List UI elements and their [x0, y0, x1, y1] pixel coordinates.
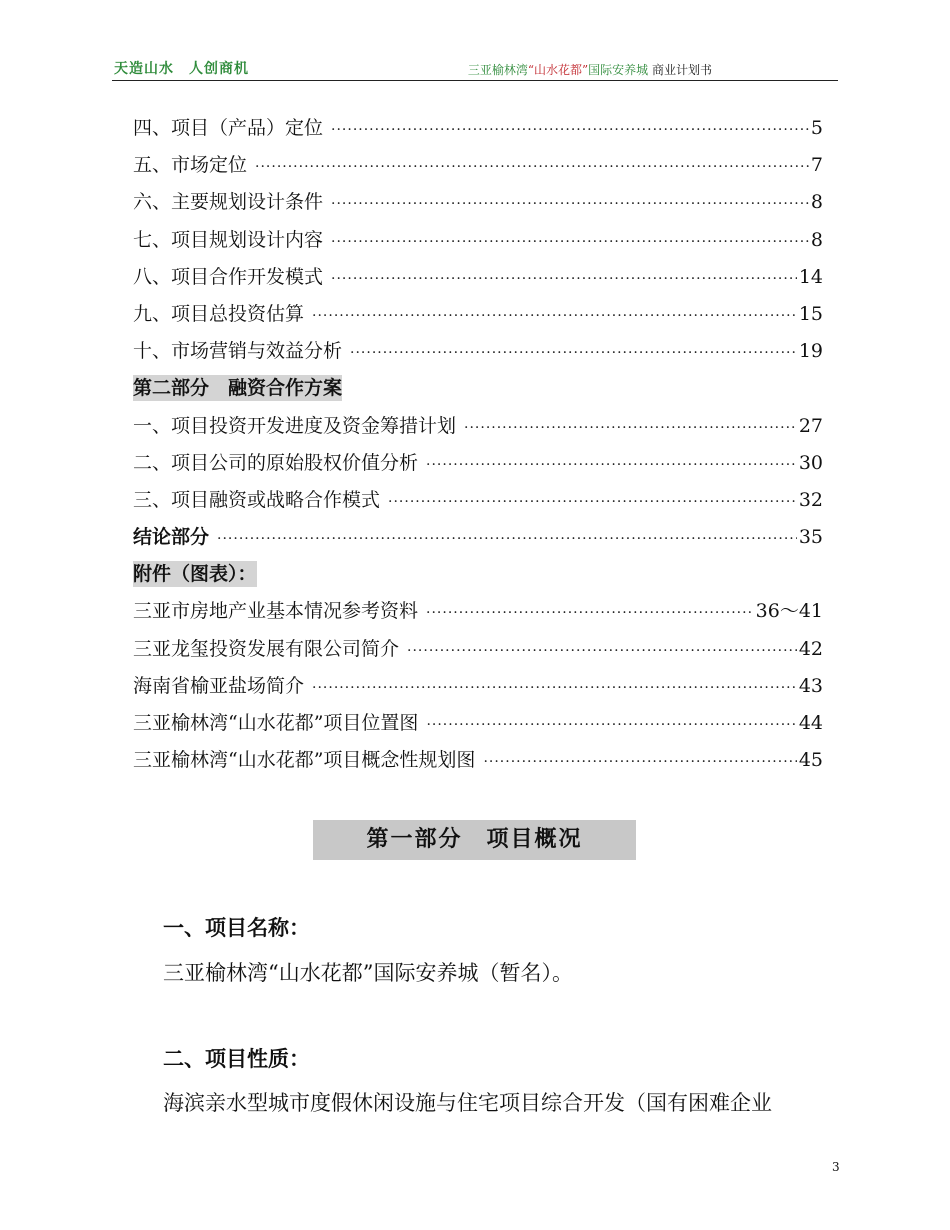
header-title-part2: “山水花都”: [527, 63, 589, 77]
toc-entry-page: 7: [810, 154, 823, 177]
toc-entry[interactable]: [133, 408, 823, 445]
table-of-contents: [133, 110, 823, 779]
toc-entry-title: 九、项目总投资估算: [133, 302, 305, 325]
toc-entry-title: 八、项目合作开发模式: [133, 265, 324, 288]
toc-section-heading[interactable]: [133, 370, 823, 407]
toc-leader-dots: [217, 521, 797, 558]
header-title-part3: 国际安养城: [588, 63, 649, 77]
toc-entry-page: 19: [798, 340, 823, 363]
toc-leader-dots: [331, 261, 797, 298]
toc-entry-page: 44: [798, 712, 823, 734]
section-text-project-nature: 海滨亲水型城市度假休闲设施与住宅项目综合开发（国有困难企业: [163, 1091, 772, 1115]
toc-entry-title: 结论部分: [133, 526, 210, 549]
header-title-part4: 商业计划书: [651, 63, 712, 77]
header-document-title: [468, 61, 712, 78]
toc-entry-conclusion[interactable]: [133, 519, 823, 556]
toc-entry-title: 三、项目融资或战略合作模式: [133, 488, 381, 511]
toc-entry-title: 七、项目规划设计内容: [133, 228, 324, 251]
toc-entry-page: 8: [810, 228, 823, 251]
toc-entry-page: 8: [810, 191, 823, 214]
toc-entry[interactable]: [133, 147, 823, 184]
page-header: [112, 58, 838, 81]
toc-leader-dots: [312, 670, 797, 707]
toc-leader-dots: [350, 335, 797, 372]
toc-entry-title: 三亚榆林湾“山水花都”项目概念性规划图: [133, 749, 476, 772]
toc-leader-dots: [331, 186, 809, 223]
toc-entry[interactable]: [133, 296, 823, 333]
section-text-project-name: 三亚榆林湾“山水花都”国际安养城（暂名）。: [163, 961, 573, 985]
toc-leader-dots: [331, 224, 809, 261]
page-number: 3: [832, 1160, 840, 1174]
toc-entry-title: 三亚榆林湾“山水花都”项目位置图: [133, 712, 419, 734]
toc-entry-title: 海南省榆亚盐场简介: [133, 674, 305, 697]
toc-entry[interactable]: [133, 259, 823, 296]
header-slogan: 天造山水 人创商机: [114, 61, 249, 77]
toc-entry[interactable]: [133, 593, 823, 630]
toc-leader-dots: [407, 633, 797, 670]
toc-leader-dots: [388, 484, 797, 521]
part-title: 第一部分 项目概况: [313, 820, 636, 860]
toc-entry[interactable]: [133, 705, 823, 742]
toc-entry[interactable]: [133, 742, 823, 779]
toc-entry-page: 35: [798, 526, 823, 549]
toc-entry-page: 15: [798, 302, 823, 325]
toc-leader-dots: [312, 298, 797, 335]
toc-entry-page: 43: [798, 674, 823, 697]
toc-leader-dots: [255, 149, 809, 186]
toc-entry-title: 二、项目公司的原始股权价值分析: [133, 451, 419, 474]
header-title-part1: 三亚榆林湾: [467, 63, 528, 77]
toc-entry-title: 三亚市房地产业基本情况参考资料: [133, 600, 419, 623]
toc-leader-dots: [426, 447, 797, 484]
toc-entry-title: 四、项目（产品）定位: [133, 117, 324, 139]
toc-leader-dots: [483, 744, 796, 781]
toc-entry[interactable]: [133, 222, 823, 259]
toc-entry-page: 14: [798, 265, 823, 288]
toc-entry-title: 六、主要规划设计条件: [133, 191, 324, 214]
toc-entry[interactable]: [133, 631, 823, 668]
toc-entry-page: 30: [798, 451, 823, 474]
toc-entry-page: 27: [798, 414, 823, 437]
toc-entry[interactable]: [133, 184, 823, 221]
toc-entry-title: 十、市场营销与效益分析: [133, 340, 343, 363]
toc-entry-title: 五、市场定位: [133, 154, 248, 177]
toc-entry[interactable]: [133, 482, 823, 519]
toc-entry-page: 5: [810, 117, 823, 139]
toc-entry-page: 32: [798, 488, 823, 511]
toc-entry-title: 三亚龙玺投资发展有限公司简介: [133, 637, 400, 660]
toc-section-heading-text: 第二部分 融资合作方案: [133, 377, 343, 400]
toc-leader-dots: [331, 112, 809, 149]
toc-appendix-heading[interactable]: [133, 556, 823, 593]
toc-leader-dots: [426, 595, 754, 632]
toc-leader-dots: [464, 410, 797, 447]
section-heading-project-name: 一、项目名称：: [163, 916, 310, 940]
section-heading-project-nature: 二、项目性质：: [163, 1047, 310, 1071]
toc-appendix-heading-text: 附件（图表）：: [133, 563, 257, 586]
toc-entry[interactable]: [133, 333, 823, 370]
toc-entry[interactable]: [133, 668, 823, 705]
toc-entry-page: 36～41: [755, 600, 823, 623]
toc-leader-dots: [426, 707, 796, 744]
toc-entry-page: 45: [798, 749, 823, 772]
toc-entry-title: 一、项目投资开发进度及资金筹措计划: [133, 414, 457, 437]
toc-entry[interactable]: [133, 445, 823, 482]
toc-entry[interactable]: [133, 110, 823, 147]
toc-entry-page: 42: [798, 637, 823, 660]
